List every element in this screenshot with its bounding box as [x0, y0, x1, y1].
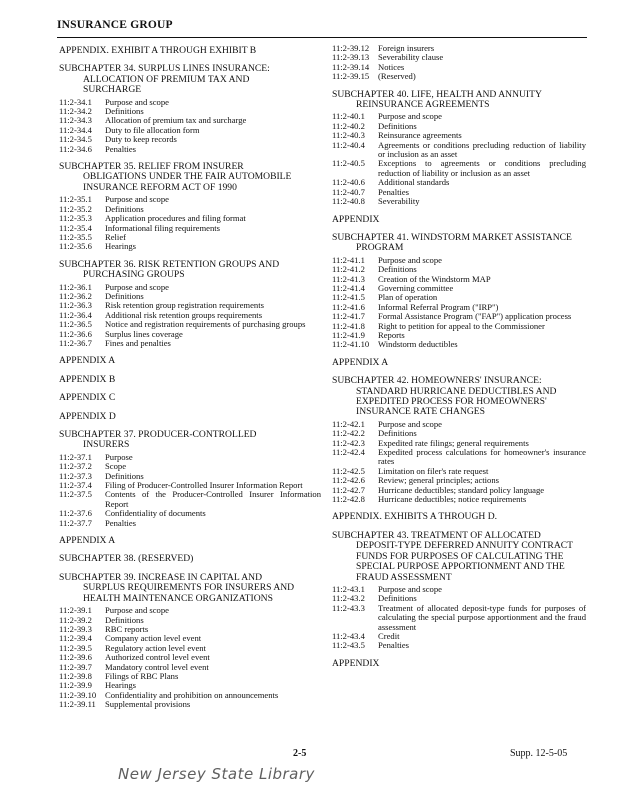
section-caption: Hearings	[105, 680, 137, 691]
section-caption: Definitions	[105, 470, 144, 481]
section-number: 11:2-37.1	[59, 451, 92, 462]
section-number: 11:2-36.7	[59, 337, 92, 348]
section-number: 11:2-36.3	[59, 300, 92, 311]
section-number: 11:2-39.6	[59, 652, 92, 663]
section-number: 11:2-43.3	[332, 602, 365, 613]
section-number: 11:2-34.6	[59, 143, 92, 154]
running-header-title: INSURANCE GROUP	[57, 19, 173, 31]
section-number: 11:2-43.2	[332, 593, 365, 604]
toc-section	[332, 44, 586, 82]
section-number: 11:2-35.2	[59, 203, 92, 214]
section-number: 11:2-37.6	[59, 508, 92, 519]
toc-entry	[332, 44, 586, 53]
toc-entry	[332, 284, 586, 293]
section-number: 11:2-41.6	[332, 301, 365, 312]
section-number: 11:2-41.3	[332, 273, 365, 284]
section-number: 11:2-36.5	[59, 319, 92, 330]
toc-entry	[59, 339, 321, 348]
section-caption: Authorized control level event	[105, 652, 210, 663]
section-caption: Definitions	[378, 264, 417, 275]
section-caption: Regulatory action level event	[105, 642, 206, 653]
section-number: 11:2-41.8	[332, 320, 365, 331]
toc-entry	[59, 509, 321, 518]
section-number: 11:2-41.7	[332, 311, 365, 322]
section-caption: Confidentiality and prohibition on announcements	[105, 689, 279, 700]
section-caption: Informal Referral Program ("IRP")	[378, 301, 499, 312]
toc-section	[332, 376, 586, 504]
subchapter-title-continued: INSURANCE REFORM ACT OF 1990	[83, 181, 237, 193]
section-number: 11:2-41.4	[332, 282, 365, 293]
section-caption: Notice and registration requirements of purchasing groups	[105, 319, 306, 330]
right-column	[332, 44, 586, 677]
section-title: APPENDIX. EXHIBIT A THROUGH EXHIBIT B	[59, 45, 257, 56]
toc-entry	[332, 275, 586, 284]
section-number: 11:2-43.4	[332, 630, 365, 641]
section-number: 11:2-40.6	[332, 177, 365, 188]
subchapter-heading	[59, 430, 321, 451]
toc-entry	[332, 585, 586, 594]
section-number: 11:2-43.5	[332, 640, 365, 651]
section-caption: Definitions	[105, 203, 144, 214]
toc-entry	[59, 700, 321, 709]
section-number: 11:2-36.6	[59, 328, 92, 339]
section-number: 11:2-40.5	[332, 158, 365, 169]
section-title: APPENDIX A	[59, 355, 116, 367]
section-caption: Additional standards	[378, 177, 450, 188]
section-caption: Penalties	[378, 640, 410, 651]
toc-entry	[332, 495, 586, 504]
section-number: 11:2-39.3	[59, 623, 92, 634]
toc-entry	[332, 63, 586, 72]
subchapter-title: SUBCHAPTER 35. RELIEF FROM INSURER	[59, 161, 244, 173]
toc-entry	[332, 604, 586, 632]
toc-entry	[332, 72, 586, 81]
subchapter-heading	[59, 162, 321, 193]
toc-entry	[59, 242, 321, 251]
subchapter-title-continued: FRAUD ASSESSMENT	[356, 571, 452, 583]
section-title: APPENDIX	[332, 657, 380, 669]
toc-entry	[59, 224, 321, 233]
section-caption: Limitation on filer's rate request	[378, 465, 489, 476]
section-caption: Scope	[105, 461, 127, 472]
section-number: 11:2-35.3	[59, 213, 92, 224]
subchapter-title-continued: PURCHASING GROUPS	[83, 269, 185, 281]
section-number: 11:2-34.3	[59, 115, 92, 126]
toc-section	[332, 233, 586, 350]
appendix-heading	[332, 358, 586, 368]
toc-section	[59, 573, 321, 710]
toc-entry	[59, 233, 321, 242]
section-caption: Definitions	[105, 106, 144, 117]
toc-entry	[332, 112, 586, 121]
section-caption: Hearings	[105, 241, 137, 252]
section-caption: Duty to file allocation form	[105, 124, 200, 135]
section-caption: Reinsurance agreements	[378, 130, 462, 141]
subchapter-title-continued: EXPEDITED PROCESS FOR HOMEOWNERS'	[356, 396, 547, 407]
section-number: 11:2-37.5	[59, 489, 92, 500]
appendix-heading	[332, 512, 586, 522]
section-number: 11:2-42.4	[332, 447, 365, 458]
section-caption: Definitions	[105, 614, 144, 625]
section-number: 11:2-42.6	[332, 475, 365, 486]
section-number: 11:2-39.7	[59, 661, 92, 672]
toc-section	[59, 430, 321, 528]
appendix-heading	[59, 554, 321, 564]
section-number: 11:2-39.2	[59, 614, 92, 625]
section-caption: Penalties	[105, 517, 137, 528]
section-title: APPENDIX A	[59, 535, 116, 547]
subchapter-title-continued: INSURANCE RATE CHANGES	[356, 406, 485, 418]
section-caption: Windstorm deductibles	[378, 339, 458, 350]
appendix-heading	[59, 412, 321, 422]
subchapter-heading	[59, 64, 321, 95]
section-caption: Purpose and scope	[378, 418, 442, 429]
appendix-heading	[59, 46, 321, 56]
section-number: 11:2-42.8	[332, 494, 365, 505]
section-number: 11:2-36.2	[59, 290, 92, 301]
section-caption: Notices	[378, 61, 405, 72]
section-caption: Agreements or conditions precluding reduction of liability or inclusion as an asset	[378, 139, 586, 160]
section-caption: Confidentiality of documents	[105, 508, 206, 519]
section-caption: Definitions	[105, 290, 144, 301]
subchapter-title-continued: REINSURANCE AGREEMENTS	[356, 99, 490, 111]
section-caption: Application procedures and filing format	[105, 213, 246, 224]
toc-entry	[59, 195, 321, 204]
toc-section	[59, 64, 321, 154]
subchapter-title: SUBCHAPTER 40. LIFE, HEALTH AND ANNUITY	[332, 88, 542, 100]
toc-entry	[59, 490, 321, 509]
section-caption: Informational filing requirements	[105, 222, 221, 233]
section-caption: Contents of the Producer-Controlled Insurer Information Report	[105, 489, 321, 509]
section-caption: Review; general principles; actions	[378, 475, 499, 486]
appendix-heading	[59, 536, 321, 546]
section-caption: Exceptions to agreements or conditions precluding reduction of liability or inclusion as an asset	[378, 158, 586, 178]
running-header	[57, 17, 587, 38]
toc-section	[332, 531, 586, 651]
section-number: 11:2-41.9	[332, 329, 365, 340]
left-column	[59, 46, 321, 718]
subchapter-title-continued: OBLIGATIONS UNDER THE FAIR AUTOMOBILE	[83, 171, 292, 183]
subchapter-heading	[59, 573, 321, 604]
page-number: 2-5	[293, 748, 307, 759]
toc-entry	[59, 320, 321, 329]
toc-entry	[332, 632, 586, 641]
section-number: 11:2-39.1	[59, 605, 92, 616]
subchapter-title-continued: STANDARD HURRICANE DEDUCTIBLES AND	[356, 385, 557, 397]
section-caption: Plan of operation	[378, 292, 438, 303]
section-number: 11:2-41.2	[332, 264, 365, 275]
section-caption: Surplus lines coverage	[105, 328, 183, 339]
subchapter-title-continued: SURCHARGE	[83, 84, 142, 96]
section-caption: Company action level event	[105, 633, 202, 644]
section-number: 11:2-42.1	[332, 418, 365, 429]
section-number: 11:2-39.14	[332, 61, 370, 72]
subchapter-title-continued: FUNDS FOR PURPOSES OF CALCULATING THE	[356, 550, 564, 562]
section-title: APPENDIX A	[332, 356, 389, 368]
toc-entry	[59, 98, 321, 107]
toc-entry	[59, 672, 321, 681]
section-caption: Hurricane deductibles; standard policy language	[378, 484, 545, 495]
toc-entry	[332, 340, 586, 349]
section-caption: Mandatory control level event	[105, 661, 209, 672]
section-caption: Right to petition for appeal to the Commissioner	[378, 320, 545, 331]
section-caption: Credit	[378, 630, 400, 641]
toc-entry	[332, 322, 586, 331]
section-caption: Definitions	[378, 120, 417, 131]
subchapter-title-continued: SPECIAL PURPOSE APPORTIONMENT AND THE	[356, 561, 565, 573]
toc-entry	[59, 519, 321, 528]
toc-entry	[332, 197, 586, 206]
section-caption: Purpose and scope	[378, 583, 442, 594]
section-number: 11:2-34.1	[59, 96, 92, 107]
toc-entry	[59, 663, 321, 672]
section-caption: Relief	[105, 231, 126, 242]
toc-entry	[332, 159, 586, 178]
section-number: 11:2-35.1	[59, 194, 92, 205]
appendix-heading	[332, 659, 586, 669]
subchapter-title: SUBCHAPTER 39. INCREASE IN CAPITAL AND	[59, 571, 263, 583]
toc-section	[59, 260, 321, 349]
toc-entry	[59, 462, 321, 471]
section-caption: Purpose and scope	[378, 111, 442, 122]
subchapter-title-continued: SURPLUS REQUIREMENTS FOR INSURERS AND	[83, 582, 295, 594]
section-caption: Supplemental provisions	[105, 699, 191, 710]
section-number: 11:2-40.7	[332, 186, 365, 197]
section-caption: Creation of the Windstorm MAP	[378, 273, 491, 284]
supplement-date: Supp. 12-5-05	[510, 748, 568, 759]
toc-entry	[59, 135, 321, 144]
section-number: 11:2-41.10	[332, 339, 370, 350]
toc-entry	[59, 283, 321, 292]
section-caption: RBC reports	[105, 623, 149, 634]
section-caption: Formal Assistance Program ("FAP") application process	[378, 311, 572, 322]
section-caption: Governing committee	[378, 282, 454, 293]
appendix-heading	[59, 393, 321, 403]
section-caption: Purpose and scope	[105, 605, 169, 616]
section-number: 11:2-42.5	[332, 465, 365, 476]
section-title: APPENDIX. EXHIBITS A THROUGH D.	[332, 511, 498, 523]
section-number: 11:2-39.13	[332, 52, 370, 63]
toc-section	[332, 90, 586, 207]
section-number: 11:2-35.4	[59, 222, 92, 233]
toc-entry	[332, 331, 586, 340]
appendix-heading	[59, 356, 321, 366]
section-number: 11:2-34.2	[59, 106, 92, 117]
section-number: 11:2-40.3	[332, 130, 365, 141]
toc-entry	[59, 616, 321, 625]
section-number: 11:2-42.3	[332, 437, 365, 448]
section-caption: Hurricane deductibles; notice requirements	[378, 494, 527, 505]
section-number: 11:2-41.1	[332, 254, 365, 265]
section-caption: Purpose and scope	[378, 254, 442, 265]
section-caption: Definitions	[378, 428, 417, 439]
section-number: 11:2-42.7	[332, 484, 365, 495]
section-number: 11:2-43.1	[332, 583, 365, 594]
toc-entry	[332, 448, 586, 467]
section-caption: Fines and penalties	[105, 337, 171, 348]
subchapter-title: SUBCHAPTER 43. TREATMENT OF ALLOCATED	[332, 529, 541, 541]
section-number: 11:2-37.7	[59, 517, 92, 528]
section-number: 11:2-39.10	[59, 689, 97, 700]
appendix-heading	[59, 375, 321, 385]
section-number: 11:2-39.9	[59, 680, 92, 691]
section-caption: Treatment of allocated deposit-type funds for purposes of calculating the special purpose apportionment and the fraud assessment	[378, 602, 586, 632]
section-caption: Purpose and scope	[105, 194, 169, 205]
section-number: 11:2-39.12	[332, 43, 370, 53]
toc-entry	[332, 53, 586, 62]
section-caption: Expedited process calculations for homeowner's insurance rates	[378, 447, 586, 467]
section-number: 11:2-40.8	[332, 196, 365, 207]
section-number: 11:2-37.4	[59, 480, 92, 491]
section-caption: Risk retention group registration requirements	[105, 300, 264, 311]
section-number: 11:2-36.1	[59, 281, 92, 292]
section-caption: Filings of RBC Plans	[105, 670, 179, 681]
section-number: 11:2-37.3	[59, 470, 92, 481]
subchapter-heading	[332, 376, 586, 418]
section-number: 11:2-39.11	[59, 699, 96, 710]
section-title: APPENDIX C	[59, 392, 116, 404]
toc-entry	[332, 420, 586, 429]
section-number: 11:2-40.1	[332, 111, 365, 122]
toc-entry	[332, 188, 586, 197]
section-caption: Expedited rate filings; general requirements	[378, 437, 529, 448]
section-number: 11:2-35.6	[59, 241, 92, 252]
toc-entry	[59, 330, 321, 339]
subchapter-title-continued: ALLOCATION OF PREMIUM TAX AND	[83, 73, 250, 85]
subchapter-title-continued: INSURERS	[83, 439, 130, 451]
section-caption: (Reserved)	[378, 71, 416, 82]
section-number: 11:2-37.2	[59, 461, 92, 472]
section-caption: Purpose	[105, 451, 133, 462]
toc-section	[59, 162, 321, 252]
subchapter-heading	[332, 531, 586, 583]
subchapter-heading	[332, 233, 586, 254]
section-caption: Definitions	[378, 593, 417, 604]
subchapter-title: SUBCHAPTER 41. WINDSTORM MARKET ASSISTANCE	[332, 231, 572, 243]
toc-entry	[59, 145, 321, 154]
section-title: APPENDIX	[332, 213, 380, 225]
section-number: 11:2-35.5	[59, 231, 92, 242]
subchapter-title: SUBCHAPTER 37. PRODUCER-CONTROLLED	[59, 429, 257, 440]
subchapter-title-continued: PROGRAM	[356, 242, 404, 254]
section-caption: Allocation of premium tax and surcharge	[105, 115, 247, 126]
section-number: 11:2-36.4	[59, 309, 92, 320]
section-caption: Penalties	[378, 186, 410, 197]
section-number: 11:2-42.2	[332, 428, 365, 439]
section-caption: Purpose and scope	[105, 281, 169, 292]
section-number: 11:2-34.5	[59, 134, 92, 145]
section-caption: Penalties	[105, 143, 137, 154]
section-title: APPENDIX D	[59, 410, 116, 422]
section-caption: Severability	[378, 196, 420, 207]
section-number: 11:2-39.5	[59, 642, 92, 653]
appendix-heading	[332, 215, 586, 225]
subchapter-title: SUBCHAPTER 34. SURPLUS LINES INSURANCE:	[59, 63, 270, 75]
section-caption: Foreign insurers	[378, 43, 435, 53]
section-caption: Severability clause	[378, 52, 444, 63]
section-number: 11:2-34.4	[59, 124, 92, 135]
toc-entry	[59, 453, 321, 462]
section-caption: Duty to keep records	[105, 134, 177, 145]
toc-entry	[59, 691, 321, 700]
section-caption: Additional risk retention groups requirements	[105, 309, 263, 320]
subchapter-title: SUBCHAPTER 36. RISK RETENTION GROUPS AND	[59, 258, 280, 270]
section-caption: Purpose and scope	[105, 96, 169, 107]
toc-entry	[332, 141, 586, 160]
subchapter-heading	[59, 260, 321, 281]
section-number: 11:2-40.2	[332, 120, 365, 131]
subchapter-title: SUBCHAPTER 42. HOMEOWNERS' INSURANCE:	[332, 375, 542, 387]
section-number: 11:2-41.5	[332, 292, 365, 303]
section-title: APPENDIX B	[59, 373, 116, 385]
section-caption: Filing of Producer-Controlled Insurer Information Report	[105, 480, 303, 491]
toc-entry	[59, 606, 321, 615]
toc-entry	[59, 126, 321, 135]
subchapter-heading	[332, 90, 586, 111]
section-number: 11:2-39.15	[332, 71, 370, 82]
toc-entry	[332, 178, 586, 187]
section-number: 11:2-39.4	[59, 633, 92, 644]
section-caption: Reports	[378, 329, 405, 340]
section-number: 11:2-40.4	[332, 139, 365, 150]
toc-entry	[332, 256, 586, 265]
library-stamp: New Jersey State Library	[118, 765, 315, 783]
toc-entry	[332, 641, 586, 650]
subchapter-title-continued: HEALTH MAINTENANCE ORGANIZATIONS	[83, 592, 273, 604]
section-title: SUBCHAPTER 38. (RESERVED)	[59, 553, 194, 565]
section-number: 11:2-39.8	[59, 670, 92, 681]
subchapter-title-continued: DEPOSIT-TYPE DEFERRED ANNUITY CONTRACT	[356, 540, 574, 552]
